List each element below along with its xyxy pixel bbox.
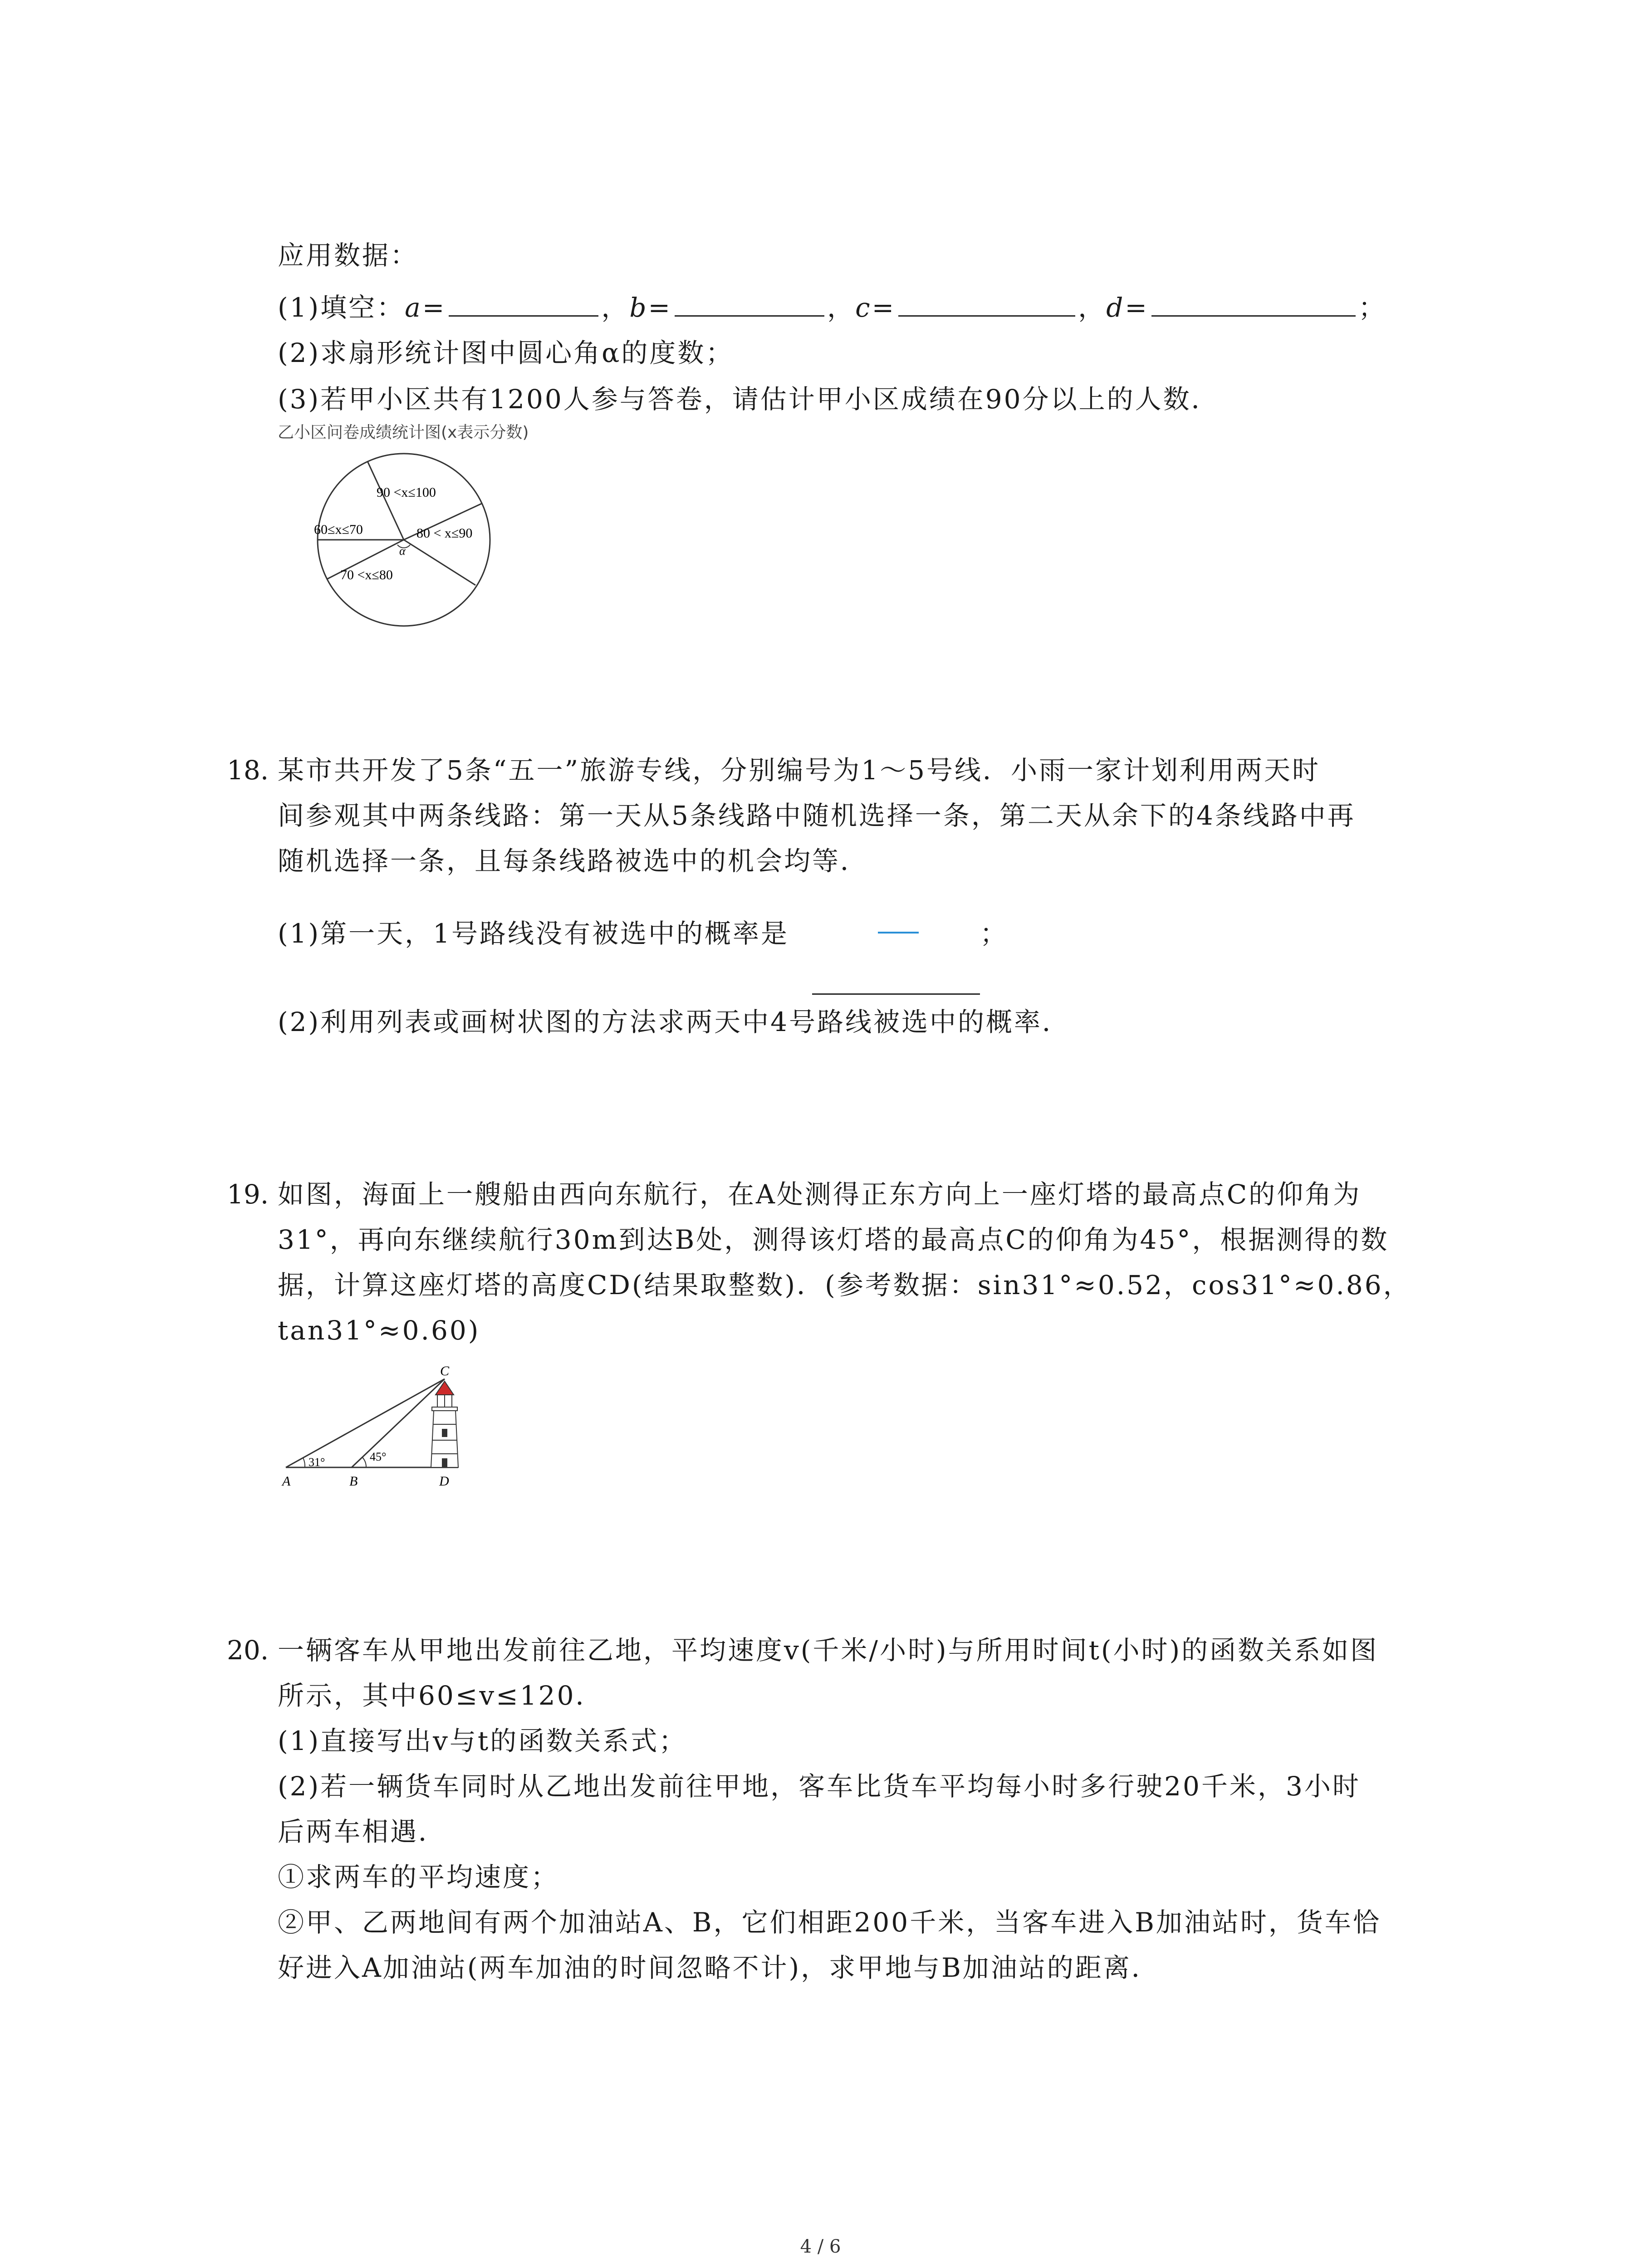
question-18-line-2: 间参观其中两条线路：第一天从5条线路中随机选择一条，第二天从余下的4条线路中再 (278, 800, 1356, 831)
a-label: a= (405, 292, 446, 323)
answer-blank-18[interactable] (812, 993, 980, 995)
question-19-line-1: 如图，海面上一艘船由西向东航行，在A处测得正东方向上一座灯塔的最高点C的仰角为 (278, 1179, 1362, 1210)
d-label: d= (1106, 292, 1149, 323)
blank-b[interactable] (675, 286, 824, 317)
blank-a[interactable] (449, 286, 598, 317)
pie-label-70-80: 70 <x≤80 (340, 567, 393, 582)
question-19-line-4: tan31°≈0.60) (278, 1315, 480, 1346)
point-label-d: D (439, 1474, 449, 1489)
fraction-bar-icon (878, 932, 919, 934)
question-20-line-6: ①求两车的平均速度； (278, 1862, 559, 1892)
question-20-line-3: (1)直接写出v与t的函数关系式； (278, 1725, 687, 1756)
question-20-line-7: ②甲、乙两地间有两个加油站A、B，它们相距200千米，当客车进入B加油站时，货车恰 (278, 1907, 1381, 1938)
pie-divider (367, 461, 404, 540)
b-label: b= (629, 292, 672, 323)
question-18-sub1-end: ； (980, 918, 1009, 949)
angle-label-45: 45° (370, 1450, 387, 1463)
question-18-number: 18. (227, 755, 269, 786)
angle-arc-31 (303, 1458, 305, 1467)
question-17-sub3: (3)若甲小区共有1200人参与答卷，请估计甲小区成绩在90分以上的人数． (278, 384, 1220, 415)
angle-label-31: 31° (309, 1456, 325, 1469)
point-label-b: B (349, 1474, 358, 1489)
question-18-sub1: (1)第一天，1号路线没有被选中的概率是 (278, 918, 789, 949)
separator: ， (827, 292, 856, 323)
blank-d[interactable] (1151, 286, 1356, 317)
pie-label-80-90: 80 < x≤90 (416, 526, 473, 541)
lighthouse-figure (277, 1356, 476, 1492)
separator: ； (1358, 292, 1386, 323)
question-19-line-2: 31°，再向东继续航行30m到达B处，测得该灯塔的最高点C的仰角为45°，根据测得的数 (278, 1224, 1389, 1255)
separator: ， (1078, 292, 1107, 323)
separator: ， (601, 292, 630, 323)
question-20-line-8: 好进入A加油站(两车加油的时间忽略不计)，求甲地与B加油站的距离． (278, 1952, 1160, 1983)
pie-chart-figure (309, 447, 499, 637)
point-label-c: C (440, 1364, 450, 1378)
question-17-sub1 (278, 286, 1386, 329)
question-18-line-1: 某市共开发了5条“五一”旅游专线，分别编号为1～5号线．小雨一家计划利用两天时 (278, 755, 1321, 786)
pie-divider (404, 540, 475, 585)
sub1-prefix: (1)填空： (278, 292, 405, 323)
pie-label-90-100: 90 <x≤100 (377, 485, 436, 500)
angle-arc-45 (362, 1457, 366, 1467)
question-17-sub2: (2)求扇形统计图中圆心角α的度数； (278, 337, 734, 368)
point-label-a: A (282, 1474, 291, 1489)
question-18-sub2: (2)利用列表或画树状图的方法求两天中4号路线被选中的概率． (278, 1007, 1071, 1037)
question-19-line-3: 据，计算这座灯塔的高度CD(结果取整数)．(参考数据：sin31°≈0.52，cos31°≈0.86， (278, 1270, 1411, 1300)
question-20-line-1: 一辆客车从甲地出发前往乙地，平均速度v(千米/小时)与所用时间t(小时)的函数关系如图 (278, 1635, 1379, 1666)
blank-c[interactable] (898, 286, 1075, 317)
question-20-number: 20. (227, 1635, 269, 1666)
c-label: c= (855, 292, 896, 323)
pie-chart-title: 乙小区问卷成绩统计图(x表示分数) (278, 423, 529, 442)
pie-label-60-70: 60≤x≤70 (314, 522, 363, 537)
question-20-line-4: (2)若一辆货车同时从乙地出发前往甲地，客车比货车平均每小时多行驶20千米，3小时 (278, 1771, 1361, 1802)
question-20-line-5: 后两车相遇． (278, 1816, 447, 1847)
alpha-label: α (399, 544, 406, 557)
question-20-line-2: 所示，其中60≤v≤120． (278, 1680, 604, 1711)
question-19-number: 19. (227, 1179, 269, 1210)
application-data-heading: 应用数据： (278, 240, 419, 271)
page-number: 4 / 6 (800, 2236, 841, 2257)
lighthouse-icon (431, 1381, 458, 1467)
question-18-line-3: 随机选择一条，且每条线路被选中的机会均等． (278, 846, 869, 876)
